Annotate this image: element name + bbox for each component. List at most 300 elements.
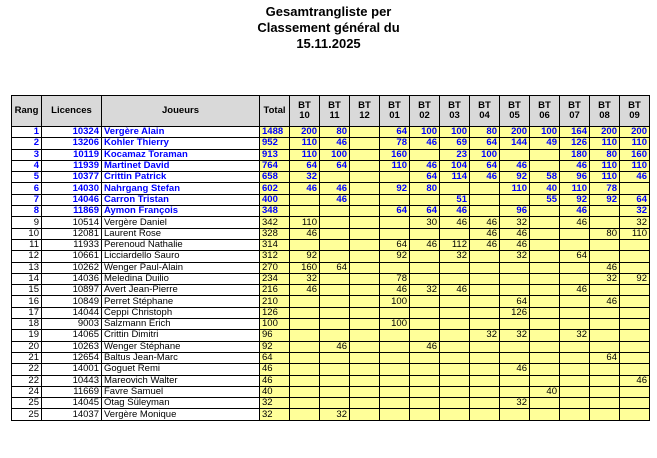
- bt-score-cell: [620, 330, 650, 341]
- bt-score-cell: 32: [410, 285, 440, 296]
- bt-score-cell: [560, 386, 590, 397]
- bt-score-cell: [560, 375, 590, 386]
- bt-score-cell: 46: [380, 285, 410, 296]
- bt-score-cell: [350, 262, 380, 273]
- bt-score-cell: [500, 409, 530, 420]
- bt-score-cell: [380, 194, 410, 205]
- bt-score-cell: [350, 239, 380, 250]
- bt-score-cell: 51: [440, 194, 470, 205]
- table-row: [12, 251, 650, 262]
- rank-cell: 7: [12, 194, 42, 205]
- bt-score-cell: [620, 409, 650, 420]
- bt-score-cell: [320, 296, 350, 307]
- bt-score-cell: [350, 228, 380, 239]
- table-row: [12, 228, 650, 239]
- bt-score-cell: [290, 398, 320, 409]
- bt-score-cell: [470, 409, 500, 420]
- rank-cell: 2: [12, 138, 42, 149]
- bt-score-cell: [350, 285, 380, 296]
- header-bt-label: BT: [628, 100, 641, 111]
- bt-score-cell: 200: [290, 127, 320, 138]
- bt-score-cell: 100: [380, 319, 410, 330]
- bt-score-cell: [620, 386, 650, 397]
- bt-score-cell: 32: [470, 330, 500, 341]
- licence-cell: 14001: [42, 364, 102, 375]
- bt-score-cell: [620, 251, 650, 262]
- bt-score-cell: [290, 375, 320, 386]
- bt-score-cell: [320, 251, 350, 262]
- bt-score-cell: [350, 341, 380, 352]
- bt-score-cell: [380, 352, 410, 363]
- bt-score-cell: 80: [470, 127, 500, 138]
- bt-score-cell: [290, 364, 320, 375]
- header-bt-label: BT: [448, 100, 461, 111]
- bt-score-cell: [620, 341, 650, 352]
- bt-score-cell: [560, 364, 590, 375]
- total-cell: 100: [260, 319, 290, 330]
- bt-score-cell: 32: [620, 217, 650, 228]
- bt-score-cell: [440, 364, 470, 375]
- bt-score-cell: 78: [590, 183, 620, 194]
- header-bt-number: 10: [299, 110, 310, 121]
- licence-cell: 14030: [42, 183, 102, 194]
- bt-score-cell: [350, 194, 380, 205]
- bt-score-cell: [440, 183, 470, 194]
- bt-score-cell: 80: [590, 228, 620, 239]
- bt-score-cell: 46: [290, 183, 320, 194]
- bt-score-cell: 46: [560, 206, 590, 217]
- bt-score-cell: 46: [320, 183, 350, 194]
- licence-cell: 14036: [42, 273, 102, 284]
- bt-score-cell: [530, 228, 560, 239]
- bt-score-cell: [410, 194, 440, 205]
- bt-score-cell: [440, 319, 470, 330]
- bt-score-cell: [530, 239, 560, 250]
- bt-score-cell: [590, 375, 620, 386]
- bt-score-cell: 40: [530, 386, 560, 397]
- bt-score-cell: [410, 352, 440, 363]
- bt-score-cell: [530, 149, 560, 160]
- player-name-cell: Perenoud Nathalie: [102, 239, 260, 250]
- bt-score-cell: 46: [320, 138, 350, 149]
- rank-cell: 16: [12, 296, 42, 307]
- licence-cell: 12654: [42, 352, 102, 363]
- rank-cell: 22: [12, 375, 42, 386]
- header-bt-01: [380, 96, 410, 127]
- bt-score-cell: [350, 364, 380, 375]
- header-joueurs: Joueurs: [102, 96, 260, 127]
- bt-score-cell: 64: [410, 206, 440, 217]
- table-row: [12, 364, 650, 375]
- table-row: [12, 341, 650, 352]
- bt-score-cell: [620, 183, 650, 194]
- player-name-cell: Wenger Stéphane: [102, 341, 260, 352]
- rank-cell: 17: [12, 307, 42, 318]
- header-bt-07: [560, 96, 590, 127]
- bt-score-cell: [380, 217, 410, 228]
- bt-score-cell: [470, 183, 500, 194]
- header-bt-label: BT: [328, 100, 341, 111]
- bt-score-cell: [530, 262, 560, 273]
- bt-score-cell: [530, 273, 560, 284]
- licence-cell: 10262: [42, 262, 102, 273]
- rank-cell: 24: [12, 386, 42, 397]
- header-bt-number: 01: [389, 110, 400, 121]
- bt-score-cell: 64: [320, 160, 350, 171]
- bt-score-cell: 40: [530, 183, 560, 194]
- bt-score-cell: [470, 251, 500, 262]
- bt-score-cell: 110: [620, 138, 650, 149]
- bt-score-cell: [560, 341, 590, 352]
- bt-score-cell: 32: [620, 206, 650, 217]
- player-name-cell: Perret Stéphane: [102, 296, 260, 307]
- player-name-cell: Nahrgang Stefan: [102, 183, 260, 194]
- bt-score-cell: [320, 375, 350, 386]
- bt-score-cell: [620, 296, 650, 307]
- bt-score-cell: 32: [500, 330, 530, 341]
- total-cell: 314: [260, 239, 290, 250]
- bt-score-cell: 46: [500, 228, 530, 239]
- player-name-cell: Vergère Daniel: [102, 217, 260, 228]
- bt-score-cell: 126: [500, 307, 530, 318]
- bt-score-cell: [590, 217, 620, 228]
- bt-score-cell: [470, 262, 500, 273]
- bt-score-cell: [350, 319, 380, 330]
- header-bt-05: [500, 96, 530, 127]
- bt-score-cell: 160: [380, 149, 410, 160]
- bt-score-cell: [320, 307, 350, 318]
- bt-score-cell: [590, 409, 620, 420]
- bt-score-cell: [320, 206, 350, 217]
- licence-cell: 14037: [42, 409, 102, 420]
- bt-score-cell: [620, 319, 650, 330]
- bt-score-cell: [470, 352, 500, 363]
- bt-score-cell: [530, 251, 560, 262]
- bt-score-cell: 46: [470, 239, 500, 250]
- bt-score-cell: 32: [500, 398, 530, 409]
- table-row: [12, 127, 650, 138]
- bt-score-cell: [410, 398, 440, 409]
- bt-score-cell: 64: [500, 296, 530, 307]
- bt-score-cell: [410, 251, 440, 262]
- bt-score-cell: [410, 409, 440, 420]
- bt-score-cell: [290, 330, 320, 341]
- title-line-3: 15.11.2025: [296, 36, 361, 51]
- bt-score-cell: [380, 375, 410, 386]
- bt-score-cell: 160: [290, 262, 320, 273]
- bt-score-cell: 69: [440, 138, 470, 149]
- header-licences: Licences: [42, 96, 102, 127]
- bt-score-cell: 96: [500, 206, 530, 217]
- bt-score-cell: [500, 194, 530, 205]
- bt-score-cell: 110: [380, 160, 410, 171]
- bt-score-cell: 200: [590, 127, 620, 138]
- bt-score-cell: 80: [320, 127, 350, 138]
- total-cell: 270: [260, 262, 290, 273]
- licence-cell: 14065: [42, 330, 102, 341]
- bt-score-cell: [350, 375, 380, 386]
- table-row: [12, 285, 650, 296]
- bt-score-cell: [530, 319, 560, 330]
- bt-score-cell: [620, 285, 650, 296]
- bt-score-cell: 80: [590, 149, 620, 160]
- total-cell: 46: [260, 364, 290, 375]
- bt-score-cell: [500, 273, 530, 284]
- total-cell: 32: [260, 409, 290, 420]
- bt-score-cell: [560, 409, 590, 420]
- bt-score-cell: 164: [560, 127, 590, 138]
- bt-score-cell: [410, 149, 440, 160]
- header-bt-number: 02: [419, 110, 430, 121]
- bt-score-cell: [440, 273, 470, 284]
- header-bt-number: 03: [449, 110, 460, 121]
- bt-score-cell: [290, 409, 320, 420]
- licence-cell: 10324: [42, 127, 102, 138]
- table-row: [12, 409, 650, 420]
- bt-score-cell: [440, 307, 470, 318]
- bt-score-cell: [530, 285, 560, 296]
- bt-score-cell: [470, 206, 500, 217]
- bt-score-cell: [590, 206, 620, 217]
- bt-score-cell: 110: [500, 183, 530, 194]
- licence-cell: 10377: [42, 172, 102, 183]
- bt-score-cell: [350, 398, 380, 409]
- header-bt-12: [350, 96, 380, 127]
- rank-cell: 8: [12, 206, 42, 217]
- licence-cell: 11933: [42, 239, 102, 250]
- player-name-cell: Mareovich Walter: [102, 375, 260, 386]
- total-cell: 658: [260, 172, 290, 183]
- licence-cell: 10119: [42, 149, 102, 160]
- bt-score-cell: [530, 330, 560, 341]
- rank-cell: 3: [12, 149, 42, 160]
- bt-score-cell: [470, 341, 500, 352]
- bt-score-cell: [500, 375, 530, 386]
- table-row: [12, 307, 650, 318]
- bt-score-cell: 32: [320, 409, 350, 420]
- bt-score-cell: 46: [470, 172, 500, 183]
- bt-score-cell: [590, 330, 620, 341]
- bt-score-cell: 100: [320, 149, 350, 160]
- bt-score-cell: [380, 398, 410, 409]
- bt-score-cell: 100: [410, 127, 440, 138]
- bt-score-cell: [590, 364, 620, 375]
- table-row: [12, 330, 650, 341]
- header-bt-number: 07: [569, 110, 580, 121]
- bt-score-cell: [380, 228, 410, 239]
- bt-score-cell: 46: [410, 341, 440, 352]
- bt-score-cell: [320, 228, 350, 239]
- bt-score-cell: [350, 160, 380, 171]
- bt-score-cell: 32: [500, 251, 530, 262]
- bt-score-cell: 126: [560, 138, 590, 149]
- bt-score-cell: [350, 409, 380, 420]
- header-bt-number: 05: [509, 110, 520, 121]
- bt-score-cell: [410, 228, 440, 239]
- bt-score-cell: 46: [290, 285, 320, 296]
- bt-score-cell: 92: [380, 251, 410, 262]
- rank-cell: 4: [12, 160, 42, 171]
- bt-score-cell: [320, 330, 350, 341]
- bt-score-cell: 64: [320, 262, 350, 273]
- rank-cell: 19: [12, 330, 42, 341]
- bt-score-cell: 64: [380, 206, 410, 217]
- header-bt-label: BT: [508, 100, 521, 111]
- bt-score-cell: 180: [560, 149, 590, 160]
- table-row: [12, 398, 650, 409]
- header-bt-04: [470, 96, 500, 127]
- bt-score-cell: [290, 319, 320, 330]
- licence-cell: 13206: [42, 138, 102, 149]
- bt-score-cell: [380, 409, 410, 420]
- bt-score-cell: [560, 262, 590, 273]
- licence-cell: 14045: [42, 398, 102, 409]
- rank-cell: 9: [12, 217, 42, 228]
- bt-score-cell: [290, 296, 320, 307]
- bt-score-cell: 110: [290, 149, 320, 160]
- bt-score-cell: [530, 307, 560, 318]
- bt-score-cell: 64: [620, 194, 650, 205]
- bt-score-cell: 32: [590, 273, 620, 284]
- bt-score-cell: [440, 352, 470, 363]
- bt-score-cell: [440, 262, 470, 273]
- header-bt-label: BT: [538, 100, 551, 111]
- bt-score-cell: [350, 251, 380, 262]
- table-row: [12, 183, 650, 194]
- bt-score-cell: [290, 341, 320, 352]
- bt-score-cell: 64: [410, 172, 440, 183]
- bt-score-cell: [530, 341, 560, 352]
- bt-score-cell: [470, 386, 500, 397]
- bt-score-cell: [590, 285, 620, 296]
- total-cell: 126: [260, 307, 290, 318]
- bt-score-cell: [350, 352, 380, 363]
- bt-score-cell: 92: [500, 172, 530, 183]
- player-name-cell: Martinet David: [102, 160, 260, 171]
- bt-score-cell: [320, 273, 350, 284]
- header-bt-10: [290, 96, 320, 127]
- bt-score-cell: 30: [410, 217, 440, 228]
- player-name-cell: Carron Tristan: [102, 194, 260, 205]
- bt-score-cell: 58: [530, 172, 560, 183]
- bt-score-cell: 80: [410, 183, 440, 194]
- bt-score-cell: 64: [380, 127, 410, 138]
- bt-score-cell: 55: [530, 194, 560, 205]
- rank-cell: 11: [12, 239, 42, 250]
- document-title: [0, 4, 657, 52]
- rank-cell: 14: [12, 273, 42, 284]
- bt-score-cell: [620, 262, 650, 273]
- bt-score-cell: 64: [470, 160, 500, 171]
- bt-score-cell: [530, 160, 560, 171]
- title-line-2: Classement général du: [257, 20, 400, 35]
- bt-score-cell: 92: [380, 183, 410, 194]
- bt-score-cell: 78: [380, 273, 410, 284]
- bt-score-cell: [470, 364, 500, 375]
- bt-score-cell: 32: [290, 172, 320, 183]
- total-cell: 40: [260, 386, 290, 397]
- bt-score-cell: [560, 398, 590, 409]
- bt-score-cell: 64: [470, 138, 500, 149]
- bt-score-cell: [350, 217, 380, 228]
- total-cell: 92: [260, 341, 290, 352]
- bt-score-cell: 46: [500, 160, 530, 171]
- bt-score-cell: [380, 364, 410, 375]
- bt-score-cell: [440, 296, 470, 307]
- bt-score-cell: [590, 251, 620, 262]
- player-name-cell: Wenger Paul-Alain: [102, 262, 260, 273]
- bt-score-cell: [350, 149, 380, 160]
- licence-cell: 9003: [42, 319, 102, 330]
- bt-score-cell: [530, 206, 560, 217]
- bt-score-cell: 46: [440, 217, 470, 228]
- player-name-cell: Crittin Dimitri: [102, 330, 260, 341]
- bt-score-cell: [350, 273, 380, 284]
- bt-score-cell: [500, 285, 530, 296]
- bt-score-cell: [470, 307, 500, 318]
- bt-score-cell: [440, 409, 470, 420]
- bt-score-cell: 92: [590, 194, 620, 205]
- bt-score-cell: [290, 352, 320, 363]
- player-name-cell: Meledina Duilio: [102, 273, 260, 284]
- bt-score-cell: [470, 194, 500, 205]
- bt-score-cell: [590, 319, 620, 330]
- table-row: [12, 352, 650, 363]
- header-bt-label: BT: [418, 100, 431, 111]
- bt-score-cell: 200: [620, 127, 650, 138]
- bt-score-cell: 92: [290, 251, 320, 262]
- bt-score-cell: [290, 194, 320, 205]
- bt-score-cell: [590, 341, 620, 352]
- bt-score-cell: 46: [620, 172, 650, 183]
- rank-cell: 13: [12, 262, 42, 273]
- bt-score-cell: 92: [620, 273, 650, 284]
- bt-score-cell: [350, 386, 380, 397]
- player-name-cell: Laurent Rose: [102, 228, 260, 239]
- bt-score-cell: 32: [560, 330, 590, 341]
- table-row: [12, 138, 650, 149]
- bt-score-cell: 46: [560, 217, 590, 228]
- header-bt-08: [590, 96, 620, 127]
- licence-cell: 11869: [42, 206, 102, 217]
- bt-score-cell: [440, 228, 470, 239]
- rank-cell: 22: [12, 364, 42, 375]
- bt-score-cell: [470, 285, 500, 296]
- bt-score-cell: [440, 386, 470, 397]
- bt-score-cell: 32: [500, 217, 530, 228]
- bt-score-cell: [380, 341, 410, 352]
- total-cell: 400: [260, 194, 290, 205]
- bt-score-cell: [320, 386, 350, 397]
- header-bt-03: [440, 96, 470, 127]
- header-bt-label: BT: [478, 100, 491, 111]
- bt-score-cell: 46: [410, 138, 440, 149]
- player-name-cell: Aymon François: [102, 206, 260, 217]
- player-name-cell: Avert Jean-Pierre: [102, 285, 260, 296]
- bt-score-cell: [320, 352, 350, 363]
- rank-cell: 21: [12, 352, 42, 363]
- bt-score-cell: 64: [590, 352, 620, 363]
- bt-score-cell: 23: [440, 149, 470, 160]
- player-name-cell: Licciardello Sauro: [102, 251, 260, 262]
- bt-score-cell: [590, 398, 620, 409]
- header-rang: Rang: [12, 96, 42, 127]
- bt-score-cell: 46: [470, 228, 500, 239]
- bt-score-cell: [560, 228, 590, 239]
- header-bt-11: [320, 96, 350, 127]
- bt-score-cell: [350, 172, 380, 183]
- ranking-body: [12, 127, 650, 421]
